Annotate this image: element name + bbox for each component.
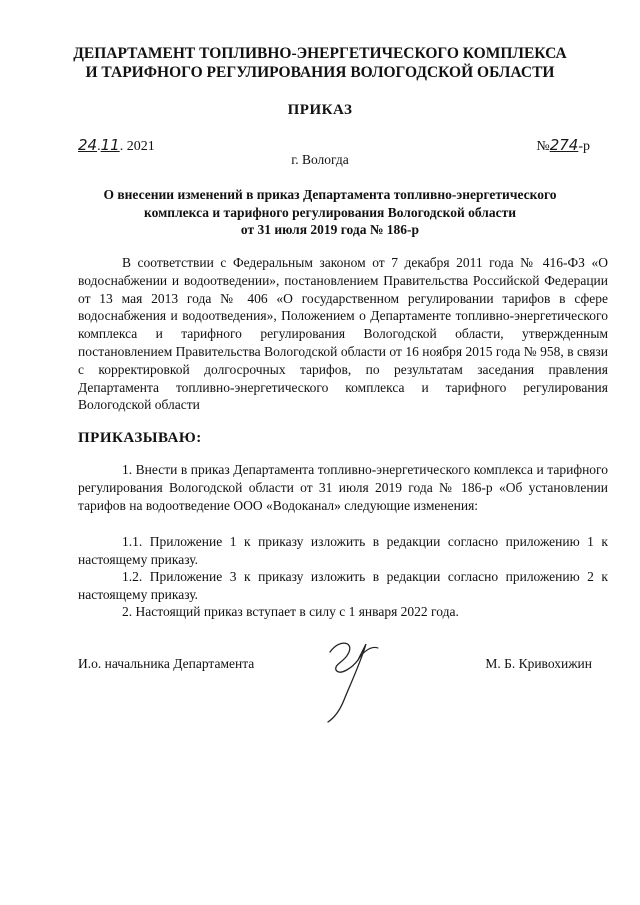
- subject-line2: комплекса и тарифного регулирования Вологодской области: [144, 204, 516, 220]
- date-year: . 2021: [119, 139, 155, 154]
- item-1: 1. Внести в приказ Департамента топливно-энергетического комплекса и тарифного регулирования Вологодской области от 31 июля 2019 года № 186-р «Об установлении тарифов на водоотведение ООО «Водоканал» следующие изменения:: [78, 462, 608, 513]
- signer-position: И.о. начальника Департамента: [78, 656, 255, 671]
- preamble-paragraph: В соответствии с Федеральным законом от 7 декабря 2011 года № 416-ФЗ «О водоснабжении и водоотведении», постановлением Правительства Российской Федерации от 13 мая 2013 года № 406 «О государственном регулировании тарифов в сфере водоснабжения и водоотведения», Положением о Департаменте топливно-энергетического комплекса и тарифного регулирования Вологодской области, утвержденным постановлением Правительства Вологодской области от 16 ноября 2015 года № 958, в связи с корректировкой долгосрочных тарифов, по результатам заседания правления Департамента топливно-энергетического комплекса и тарифного регулирования Вологодской области: [78, 255, 608, 413]
- department-title-line2: И ТАРИФНОГО РЕГУЛИРОВАНИЯ ВОЛОГОДСКОЙ ОБЛАСТИ: [85, 64, 555, 81]
- item-1-2: 1.2. Приложение 3 к приказу изложить в редакции согласно приложению 2 к настоящему приказу.: [78, 569, 608, 602]
- item-2: 2. Настоящий приказ вступает в силу с 1 января 2022 года.: [122, 604, 459, 619]
- document-type: ПРИКАЗ: [287, 102, 353, 118]
- subject-line3: от 31 июля 2019 года № 186-р: [240, 222, 420, 237]
- handwritten-signature: [300, 630, 400, 725]
- number-prefix: №: [536, 139, 550, 154]
- date-month: 11: [100, 136, 120, 154]
- number-value: 274: [549, 136, 579, 154]
- date-day: 24: [78, 136, 98, 154]
- item-1-1: 1.1. Приложение 1 к приказу изложить в редакции согласно приложению 1 к настоящему приказу.: [78, 534, 608, 567]
- signer-name: М. Б. Кривохижин: [485, 656, 592, 671]
- department-title-line1: ДЕПАРТАМЕНТ ТОПЛИВНО-ЭНЕРГЕТИЧЕСКОГО КОМПЛЕКСА: [73, 45, 567, 62]
- order-word: ПРИКАЗЫВАЮ:: [78, 430, 202, 446]
- order-subject: [60, 186, 600, 239]
- subject-line1: О внесении изменений в приказ Департамента топливно-энергетического: [103, 187, 557, 202]
- number-suffix: -р: [578, 139, 590, 154]
- order-date: 24.11. 2021: [78, 136, 155, 154]
- city: г. Вологда: [291, 152, 349, 167]
